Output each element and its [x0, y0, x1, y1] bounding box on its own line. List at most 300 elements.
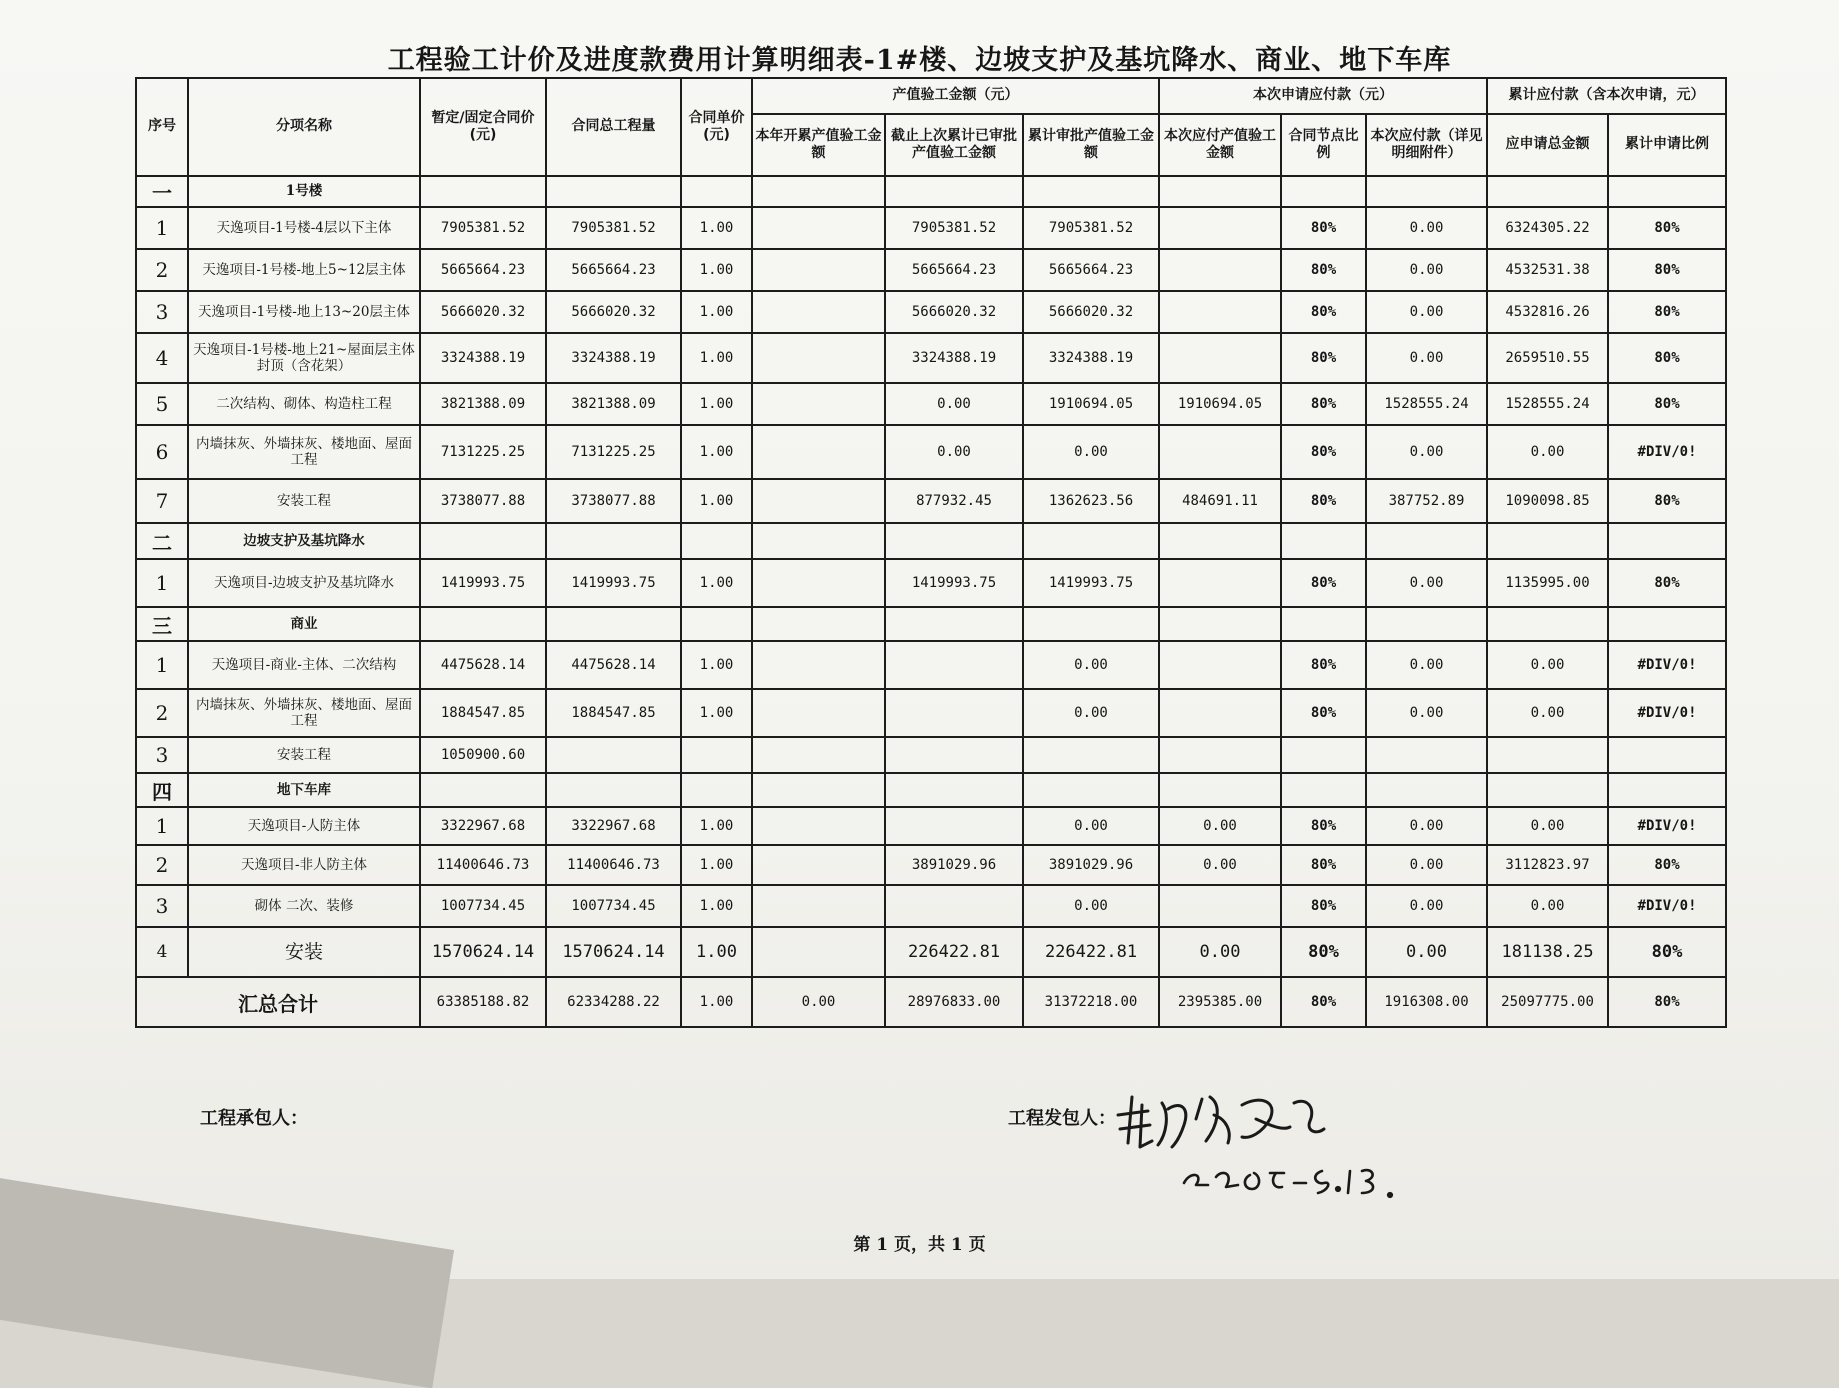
- table-cell: [885, 523, 1023, 559]
- row-seq: 1: [136, 207, 188, 249]
- row-item-name: 安装工程: [188, 479, 420, 523]
- table-cell: #DIV/0!: [1608, 885, 1726, 927]
- row-item-name: 内墙抹灰、外墙抹灰、楼地面、屋面工程: [188, 689, 420, 737]
- row-seq: 四: [136, 773, 188, 807]
- table-cell: [1281, 176, 1366, 207]
- table-cell: [1159, 523, 1281, 559]
- table-cell: 3322967.68: [420, 807, 546, 845]
- table-cell: [1023, 523, 1159, 559]
- row-seq: 3: [136, 737, 188, 773]
- table-cell: [1159, 737, 1281, 773]
- table-cell: 1007734.45: [546, 885, 681, 927]
- table-cell: 1.00: [681, 689, 752, 737]
- table-cell: [885, 885, 1023, 927]
- table-cell: [1366, 607, 1487, 641]
- row-seq: 3: [136, 291, 188, 333]
- table-cell: 80%: [1608, 479, 1726, 523]
- header-unit-price: 合同单价(元): [681, 78, 752, 176]
- table-cell: 5665664.23: [420, 249, 546, 291]
- table-cell: 80%: [1608, 977, 1726, 1027]
- table-cell: 1.00: [681, 977, 752, 1027]
- table-cell: [885, 176, 1023, 207]
- table-cell: 7131225.25: [546, 425, 681, 479]
- table-row: [136, 383, 1726, 425]
- table-cell: [546, 176, 681, 207]
- table-cell: [546, 773, 681, 807]
- header-contract-price: 暂定/固定合同价(元): [420, 78, 546, 176]
- table-cell: 80%: [1281, 207, 1366, 249]
- table-cell: 80%: [1608, 291, 1726, 333]
- header-node-ratio: 合同节点比例: [1281, 114, 1366, 176]
- table-cell: 80%: [1608, 383, 1726, 425]
- table-cell: [752, 807, 885, 845]
- table-cell: [1366, 523, 1487, 559]
- table-cell: [1023, 176, 1159, 207]
- header-current-output: 本次应付产值验工金额: [1159, 114, 1281, 176]
- table-cell: 3891029.96: [1023, 845, 1159, 885]
- table-footer: [136, 977, 1726, 1027]
- table-cell: [885, 807, 1023, 845]
- table-cell: 63385188.82: [420, 977, 546, 1027]
- table-cell: 1.00: [681, 885, 752, 927]
- table-cell: [752, 607, 885, 641]
- table-cell: [752, 927, 885, 977]
- table-cell: 0.00: [1366, 291, 1487, 333]
- row-item-name: 天逸项目-1号楼-地上13~20层主体: [188, 291, 420, 333]
- table-cell: 80%: [1281, 249, 1366, 291]
- row-seq: 2: [136, 689, 188, 737]
- row-seq: 6: [136, 425, 188, 479]
- table-cell: 80%: [1281, 479, 1366, 523]
- table-cell: [885, 641, 1023, 689]
- table-row: [136, 291, 1726, 333]
- header-item-name: 分项名称: [188, 78, 420, 176]
- table-cell: 7131225.25: [420, 425, 546, 479]
- table-cell: [1487, 737, 1608, 773]
- table-cell: [1608, 607, 1726, 641]
- table-cell: [1281, 607, 1366, 641]
- section-row: [136, 607, 1726, 641]
- table-cell: 0.00: [1366, 845, 1487, 885]
- table-cell: 1528555.24: [1487, 383, 1608, 425]
- header-total-quantity: 合同总工程量: [546, 78, 681, 176]
- row-item-name: 天逸项目-1号楼-4层以下主体: [188, 207, 420, 249]
- row-item-name: 安装: [188, 927, 420, 977]
- row-seq: 一: [136, 176, 188, 207]
- table-cell: 2659510.55: [1487, 333, 1608, 383]
- table-cell: 1419993.75: [420, 559, 546, 607]
- row-seq: 1: [136, 641, 188, 689]
- table-cell: [420, 176, 546, 207]
- table-row: [136, 479, 1726, 523]
- table-cell: 3322967.68: [546, 807, 681, 845]
- table-cell: 3324388.19: [420, 333, 546, 383]
- table-cell: 1.00: [681, 207, 752, 249]
- table-cell: 80%: [1281, 845, 1366, 885]
- table-cell: 80%: [1608, 207, 1726, 249]
- table-cell: [1281, 773, 1366, 807]
- table-cell: 1362623.56: [1023, 479, 1159, 523]
- table-cell: 7905381.52: [546, 207, 681, 249]
- table-cell: 1.00: [681, 425, 752, 479]
- table-cell: 4475628.14: [546, 641, 681, 689]
- table-cell: [1366, 773, 1487, 807]
- table-cell: 80%: [1281, 425, 1366, 479]
- table-row: [136, 689, 1726, 737]
- table-cell: 0.00: [1159, 927, 1281, 977]
- row-seq: 7: [136, 479, 188, 523]
- table-cell: 0.00: [1023, 807, 1159, 845]
- table-cell: #DIV/0!: [1608, 641, 1726, 689]
- table-cell: 1.00: [681, 479, 752, 523]
- employer-label: 工程发包人：: [1008, 1108, 1116, 1129]
- table-cell: [1487, 176, 1608, 207]
- table-cell: 0.00: [885, 425, 1023, 479]
- row-item-name: 1号楼: [188, 176, 420, 207]
- table-cell: 1.00: [681, 383, 752, 425]
- section-row: [136, 773, 1726, 807]
- table-cell: 7905381.52: [885, 207, 1023, 249]
- table-cell: [885, 737, 1023, 773]
- row-item-name: 天逸项目-人防主体: [188, 807, 420, 845]
- table-cell: 80%: [1281, 885, 1366, 927]
- table-cell: [546, 737, 681, 773]
- table-cell: [1608, 523, 1726, 559]
- table-cell: 80%: [1281, 807, 1366, 845]
- table-cell: 31372218.00: [1023, 977, 1159, 1027]
- table-cell: 80%: [1608, 927, 1726, 977]
- table-cell: [681, 737, 752, 773]
- table-cell: 387752.89: [1366, 479, 1487, 523]
- table-cell: 484691.11: [1159, 479, 1281, 523]
- table-cell: 1884547.85: [546, 689, 681, 737]
- table-cell: [1159, 559, 1281, 607]
- table-cell: [1159, 773, 1281, 807]
- row-item-name: 内墙抹灰、外墙抹灰、楼地面、屋面工程: [188, 425, 420, 479]
- table-cell: 0.00: [1366, 559, 1487, 607]
- table-cell: 1.00: [681, 249, 752, 291]
- handwritten-signature: [1110, 1085, 1440, 1205]
- table-cell: [885, 607, 1023, 641]
- table-cell: 4532531.38: [1487, 249, 1608, 291]
- row-seq: 二: [136, 523, 188, 559]
- table-cell: [1608, 737, 1726, 773]
- table-cell: 4532816.26: [1487, 291, 1608, 333]
- table-cell: 1.00: [681, 927, 752, 977]
- table-cell: 0.00: [1366, 333, 1487, 383]
- valuation-table: [135, 77, 1727, 1028]
- row-item-name: 天逸项目-非人防主体: [188, 845, 420, 885]
- table-cell: [752, 479, 885, 523]
- table-cell: 11400646.73: [420, 845, 546, 885]
- header-seq: 序号: [136, 78, 188, 176]
- row-item-name: 二次结构、砌体、构造柱工程: [188, 383, 420, 425]
- table-cell: 0.00: [1366, 641, 1487, 689]
- table-cell: 7905381.52: [1023, 207, 1159, 249]
- table-cell: [1023, 773, 1159, 807]
- table-cell: 5666020.32: [546, 291, 681, 333]
- table-cell: 80%: [1281, 333, 1366, 383]
- table-cell: 80%: [1608, 333, 1726, 383]
- table-cell: [1159, 249, 1281, 291]
- table-cell: 0.00: [1487, 807, 1608, 845]
- row-seq: 2: [136, 249, 188, 291]
- table-cell: 0.00: [1159, 807, 1281, 845]
- table-cell: [752, 176, 885, 207]
- table-cell: 1.00: [681, 559, 752, 607]
- table-cell: [752, 737, 885, 773]
- table-cell: 3324388.19: [885, 333, 1023, 383]
- table-row: [136, 845, 1726, 885]
- table-cell: #DIV/0!: [1608, 425, 1726, 479]
- row-seq: 1: [136, 559, 188, 607]
- page-shadow: [0, 1175, 454, 1388]
- table-cell: 7905381.52: [420, 207, 546, 249]
- table-cell: 4475628.14: [420, 641, 546, 689]
- row-seq: 4: [136, 333, 188, 383]
- table-cell: 0.00: [1366, 425, 1487, 479]
- table-cell: 0.00: [1366, 689, 1487, 737]
- table-cell: #DIV/0!: [1608, 807, 1726, 845]
- table-cell: 1.00: [681, 333, 752, 383]
- row-seq: 5: [136, 383, 188, 425]
- table-cell: 80%: [1281, 383, 1366, 425]
- table-cell: [752, 333, 885, 383]
- table-cell: [681, 523, 752, 559]
- table-cell: 3324388.19: [1023, 333, 1159, 383]
- table-cell: 0.00: [1159, 845, 1281, 885]
- table-cell: 3821388.09: [420, 383, 546, 425]
- table-row: [136, 207, 1726, 249]
- table-cell: [1159, 425, 1281, 479]
- row-seq: 3: [136, 885, 188, 927]
- table-cell: 80%: [1281, 927, 1366, 977]
- table-cell: [681, 607, 752, 641]
- row-item-name: 安装工程: [188, 737, 420, 773]
- table-cell: [1159, 641, 1281, 689]
- header-cumulative-ratio: 累计申请比例: [1608, 114, 1726, 176]
- table-cell: 6324305.22: [1487, 207, 1608, 249]
- table-cell: [420, 773, 546, 807]
- row-item-name: 天逸项目-边坡支护及基坑降水: [188, 559, 420, 607]
- table-cell: 1.00: [681, 291, 752, 333]
- table-header: [136, 78, 1726, 176]
- table-cell: 3891029.96: [885, 845, 1023, 885]
- table-cell: [752, 249, 885, 291]
- total-label: 汇总合计: [136, 977, 420, 1027]
- row-item-name: 边坡支护及基坑降水: [188, 523, 420, 559]
- table-cell: 1419993.75: [1023, 559, 1159, 607]
- table-cell: 0.00: [1023, 885, 1159, 927]
- table-cell: 1419993.75: [885, 559, 1023, 607]
- table-cell: 0.00: [1487, 885, 1608, 927]
- table-cell: [1159, 291, 1281, 333]
- table-cell: [681, 176, 752, 207]
- table-cell: 25097775.00: [1487, 977, 1608, 1027]
- total-row: [136, 977, 1726, 1027]
- table-cell: 80%: [1608, 845, 1726, 885]
- table-cell: [1608, 773, 1726, 807]
- table-cell: [1366, 176, 1487, 207]
- table-cell: 181138.25: [1487, 927, 1608, 977]
- row-item-name: 商业: [188, 607, 420, 641]
- table-cell: [885, 773, 1023, 807]
- section-row: [136, 523, 1726, 559]
- table-cell: [546, 523, 681, 559]
- table-cell: 2395385.00: [1159, 977, 1281, 1027]
- row-item-name: 天逸项目-1号楼-地上21~屋面层主体封顶（含花架）: [188, 333, 420, 383]
- table-cell: [752, 885, 885, 927]
- table-row: [136, 249, 1726, 291]
- table-cell: 226422.81: [885, 927, 1023, 977]
- row-item-name: 砌体 二次、装修: [188, 885, 420, 927]
- row-item-name: 天逸项目-1号楼-地上5~12层主体: [188, 249, 420, 291]
- table-cell: #DIV/0!: [1608, 689, 1726, 737]
- table-cell: 5666020.32: [1023, 291, 1159, 333]
- table-cell: 80%: [1281, 641, 1366, 689]
- table-cell: 1135995.00: [1487, 559, 1608, 607]
- row-seq: 三: [136, 607, 188, 641]
- table-cell: 5665664.23: [1023, 249, 1159, 291]
- table-cell: [1159, 885, 1281, 927]
- table-cell: [1487, 523, 1608, 559]
- table-cell: 3738077.88: [420, 479, 546, 523]
- table-cell: [420, 523, 546, 559]
- table-cell: 80%: [1608, 249, 1726, 291]
- table-cell: 28976833.00: [885, 977, 1023, 1027]
- table-cell: 1910694.05: [1023, 383, 1159, 425]
- table-cell: 1916308.00: [1366, 977, 1487, 1027]
- header-year-output: 本年开累产值验工金额: [752, 114, 885, 176]
- table-cell: 5666020.32: [420, 291, 546, 333]
- table-cell: [752, 845, 885, 885]
- table-cell: 1.00: [681, 641, 752, 689]
- table-cell: 3324388.19: [546, 333, 681, 383]
- table-cell: 0.00: [752, 977, 885, 1027]
- table-row: [136, 333, 1726, 383]
- header-output-value-group: 产值验工金额（元）: [752, 78, 1159, 114]
- table-cell: 0.00: [1487, 641, 1608, 689]
- table-cell: [885, 689, 1023, 737]
- table-cell: [1159, 176, 1281, 207]
- table-cell: 1.00: [681, 807, 752, 845]
- row-seq: 1: [136, 807, 188, 845]
- table-cell: 1528555.24: [1366, 383, 1487, 425]
- table-cell: [752, 383, 885, 425]
- table-cell: 80%: [1281, 559, 1366, 607]
- table-cell: [546, 607, 681, 641]
- table-cell: 0.00: [1023, 641, 1159, 689]
- table-cell: [752, 773, 885, 807]
- table-cell: 1090098.85: [1487, 479, 1608, 523]
- page-indicator: 第 1 页，共 1 页: [853, 1235, 986, 1255]
- header-cumulative-group: 累计应付款（含本次申请，元）: [1487, 78, 1726, 114]
- table-cell: 5666020.32: [885, 291, 1023, 333]
- row-seq: 4: [136, 927, 188, 977]
- table-cell: 1050900.60: [420, 737, 546, 773]
- table-cell: 5665664.23: [885, 249, 1023, 291]
- table-cell: [1159, 607, 1281, 641]
- table-cell: 1910694.05: [1159, 383, 1281, 425]
- table-cell: 0.00: [1366, 207, 1487, 249]
- table-cell: 0.00: [1023, 425, 1159, 479]
- table-row: [136, 927, 1726, 977]
- table-row: [136, 885, 1726, 927]
- table-cell: [1281, 737, 1366, 773]
- table-cell: [420, 607, 546, 641]
- table-cell: 0.00: [1366, 885, 1487, 927]
- table-cell: 80%: [1281, 689, 1366, 737]
- table-cell: [1366, 737, 1487, 773]
- table-cell: [1159, 689, 1281, 737]
- table-cell: [1023, 607, 1159, 641]
- table-cell: [1159, 333, 1281, 383]
- table-cell: 1.00: [681, 845, 752, 885]
- table-cell: 226422.81: [1023, 927, 1159, 977]
- header-total-requested: 应申请总金额: [1487, 114, 1608, 176]
- table-cell: 0.00: [1366, 807, 1487, 845]
- table-cell: 80%: [1281, 291, 1366, 333]
- table-cell: 80%: [1608, 559, 1726, 607]
- table-cell: [752, 689, 885, 737]
- table-cell: [1608, 176, 1726, 207]
- table-cell: 0.00: [1487, 425, 1608, 479]
- table-cell: [752, 559, 885, 607]
- row-seq: 2: [136, 845, 188, 885]
- table-row: [136, 425, 1726, 479]
- table-cell: 1570624.14: [546, 927, 681, 977]
- table-body: [136, 176, 1726, 977]
- header-current-payment: 本次应付款（详见明细附件）: [1366, 114, 1487, 176]
- table-row: [136, 641, 1726, 689]
- header-cumulative-approved: 累计审批产值验工金额: [1023, 114, 1159, 176]
- table-cell: 0.00: [1366, 249, 1487, 291]
- table-cell: [1159, 207, 1281, 249]
- table-cell: 5665664.23: [546, 249, 681, 291]
- table-cell: [1023, 737, 1159, 773]
- table-cell: 1884547.85: [420, 689, 546, 737]
- table-cell: 1419993.75: [546, 559, 681, 607]
- row-item-name: 地下车库: [188, 773, 420, 807]
- table-cell: 3821388.09: [546, 383, 681, 425]
- table-cell: 1007734.45: [420, 885, 546, 927]
- table-cell: 877932.45: [885, 479, 1023, 523]
- table-cell: 3738077.88: [546, 479, 681, 523]
- table-cell: 11400646.73: [546, 845, 681, 885]
- table-cell: 0.00: [1487, 689, 1608, 737]
- table-cell: [752, 523, 885, 559]
- table-row: [136, 807, 1726, 845]
- table-cell: [752, 641, 885, 689]
- table-cell: [752, 425, 885, 479]
- document-title: 工程验工计价及进度款费用计算明细表-1#楼、边坡支护及基坑降水、商业、地下车库: [387, 45, 1452, 76]
- contractor-label: 工程承包人：: [200, 1108, 308, 1129]
- table-cell: 0.00: [1023, 689, 1159, 737]
- table-cell: 62334288.22: [546, 977, 681, 1027]
- table-cell: [1487, 607, 1608, 641]
- header-prev-approved: 截止上次累计已审批产值验工金额: [885, 114, 1023, 176]
- table-cell: [1281, 523, 1366, 559]
- section-row: [136, 176, 1726, 207]
- table-cell: 0.00: [885, 383, 1023, 425]
- table-cell: [752, 207, 885, 249]
- table-cell: 3112823.97: [1487, 845, 1608, 885]
- table-cell: [681, 773, 752, 807]
- table-cell: 80%: [1281, 977, 1366, 1027]
- table-row: [136, 737, 1726, 773]
- table-cell: 0.00: [1366, 927, 1487, 977]
- header-current-payment-group: 本次申请应付款（元）: [1159, 78, 1487, 114]
